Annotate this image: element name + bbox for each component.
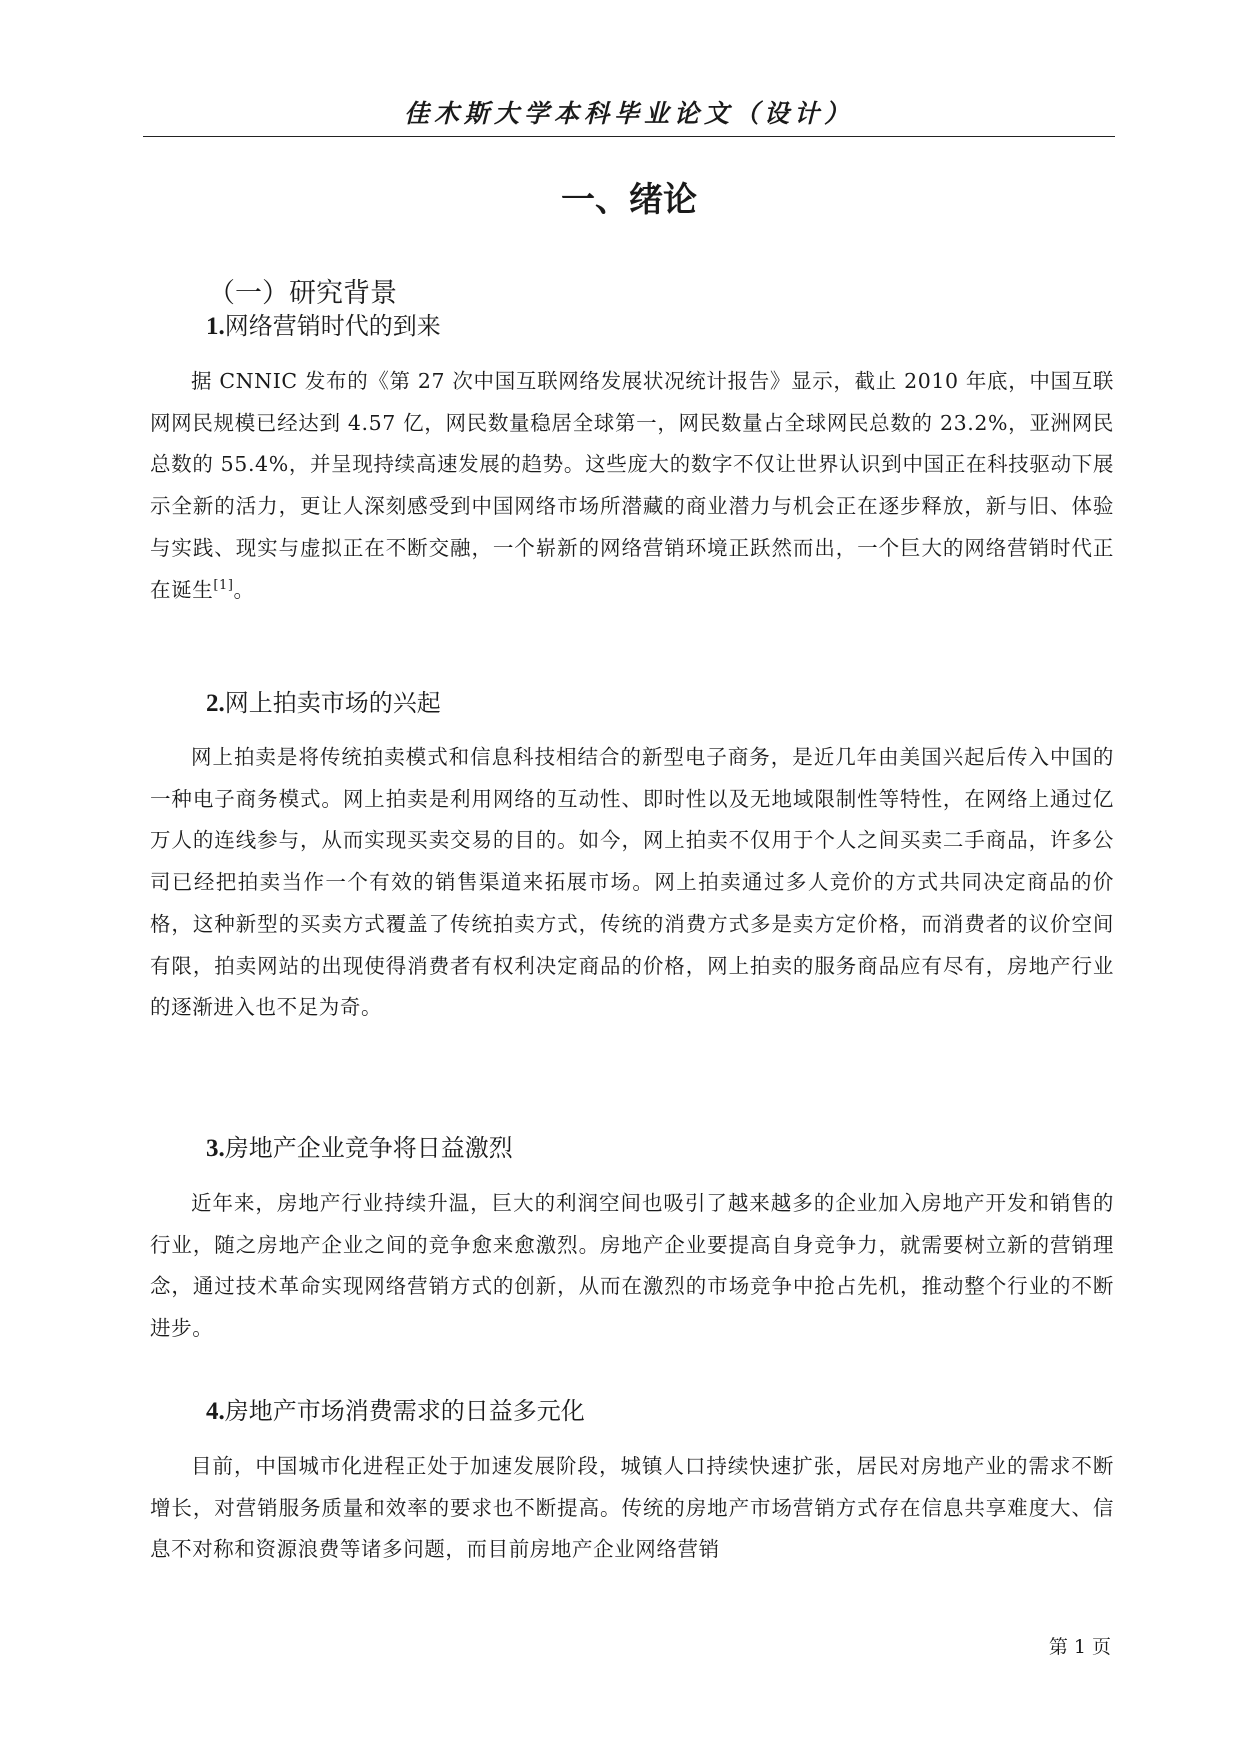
subsection-title: 网络营销时代的到来 [224,312,441,340]
subsection-title: 房地产企业竞争将日益激烈 [224,1134,513,1162]
subsection-number: 4. [206,1398,225,1425]
subsection-heading-1 [206,308,441,345]
paragraph-text: 目前，中国城市化进程正处于加速发展阶段，城镇人口持续快速扩张，居民对房地产业的需求不断增长，对营销服务质量和效率的要求也不断提高。传统的房地产市场营销方式存在信息共享难度大、信息不对称和资源浪费等诸多问题，而目前房地产企业网络营销 [150,1454,1114,1562]
subsection-title: 网上拍卖市场的兴起 [224,689,441,717]
paragraph-end: 。 [233,577,255,602]
subsection-heading-4 [206,1393,585,1430]
page-number: 第 1 页 [1048,1636,1111,1658]
section-title: （一）研究背景 [208,278,397,309]
citation-ref: [1] [213,577,234,593]
subsection-number: 2. [206,690,225,717]
paragraph-1 [150,361,1114,611]
paragraph-text: 近年来，房地产行业持续升温，巨大的利润空间也吸引了越来越多的企业加入房地产开发和销售的行业，随之房地产企业之间的竞争愈来愈激烈。房地产企业要提高自身竞争力，就需要树立新的营销理念，通过技术革命实现网络营销方式的创新，从而在激烈的市场竞争中抢占先机，推动整个行业的不断进步。 [150,1191,1114,1341]
chapter-title: 一、绪论 [561,180,697,220]
subsection-heading-2 [206,685,441,722]
header-rule [143,136,1115,137]
subsection-heading-3 [206,1130,513,1167]
running-header: 佳木斯大学本科毕业论文（设计） [403,99,854,128]
subsection-title: 房地产市场消费需求的日益多元化 [224,1397,585,1425]
paragraph-2 [150,737,1114,1029]
paragraph-text: 据 CNNIC 发布的《第 27 次中国互联网络发展状况统计报告》显示，截止 2010 年底，中国互联网网民规模已经达到 4.57 亿，网民数量稳居全球第一，网民数量占全球网民总数的 23.2%，亚洲网民总数的 55.4%，并呈现持续高速发展的趋势。这些庞大的数字不仅让世界认识到中国正在科技驱动下展示全新的活力，更让人深刻感受到中国网络市场所潜藏的商业潜力与机会正在逐步释放，新与旧、体验与实践、现实与虚拟正在不断交融，一个崭新的网络营销环境正跃然而出，一个巨大的网络营销时代正在诞生 [150,369,1114,602]
paragraph-text: 网上拍卖是将传统拍卖模式和信息科技相结合的新型电子商务，是近几年由美国兴起后传入中国的一种电子商务模式。网上拍卖是利用网络的互动性、即时性以及无地域限制性等特性，在网络上通过亿万人的连线参与，从而实现买卖交易的目的。如今，网上拍卖不仅用于个人之间买卖二手商品，许多公司已经把拍卖当作一个有效的销售渠道来拓展市场。网上拍卖通过多人竞价的方式共同决定商品的价格，这种新型的买卖方式覆盖了传统拍卖方式，传统的消费方式多是卖方定价格，而消费者的议价空间有限，拍卖网站的出现使得消费者有权利决定商品的价格，网上拍卖的服务商品应有尽有，房地产行业的逐渐进入也不足为奇。 [150,745,1114,1020]
paragraph-3 [150,1183,1114,1350]
paragraph-4 [150,1446,1114,1571]
subsection-number: 3. [206,1135,225,1162]
subsection-number: 1. [206,313,225,340]
